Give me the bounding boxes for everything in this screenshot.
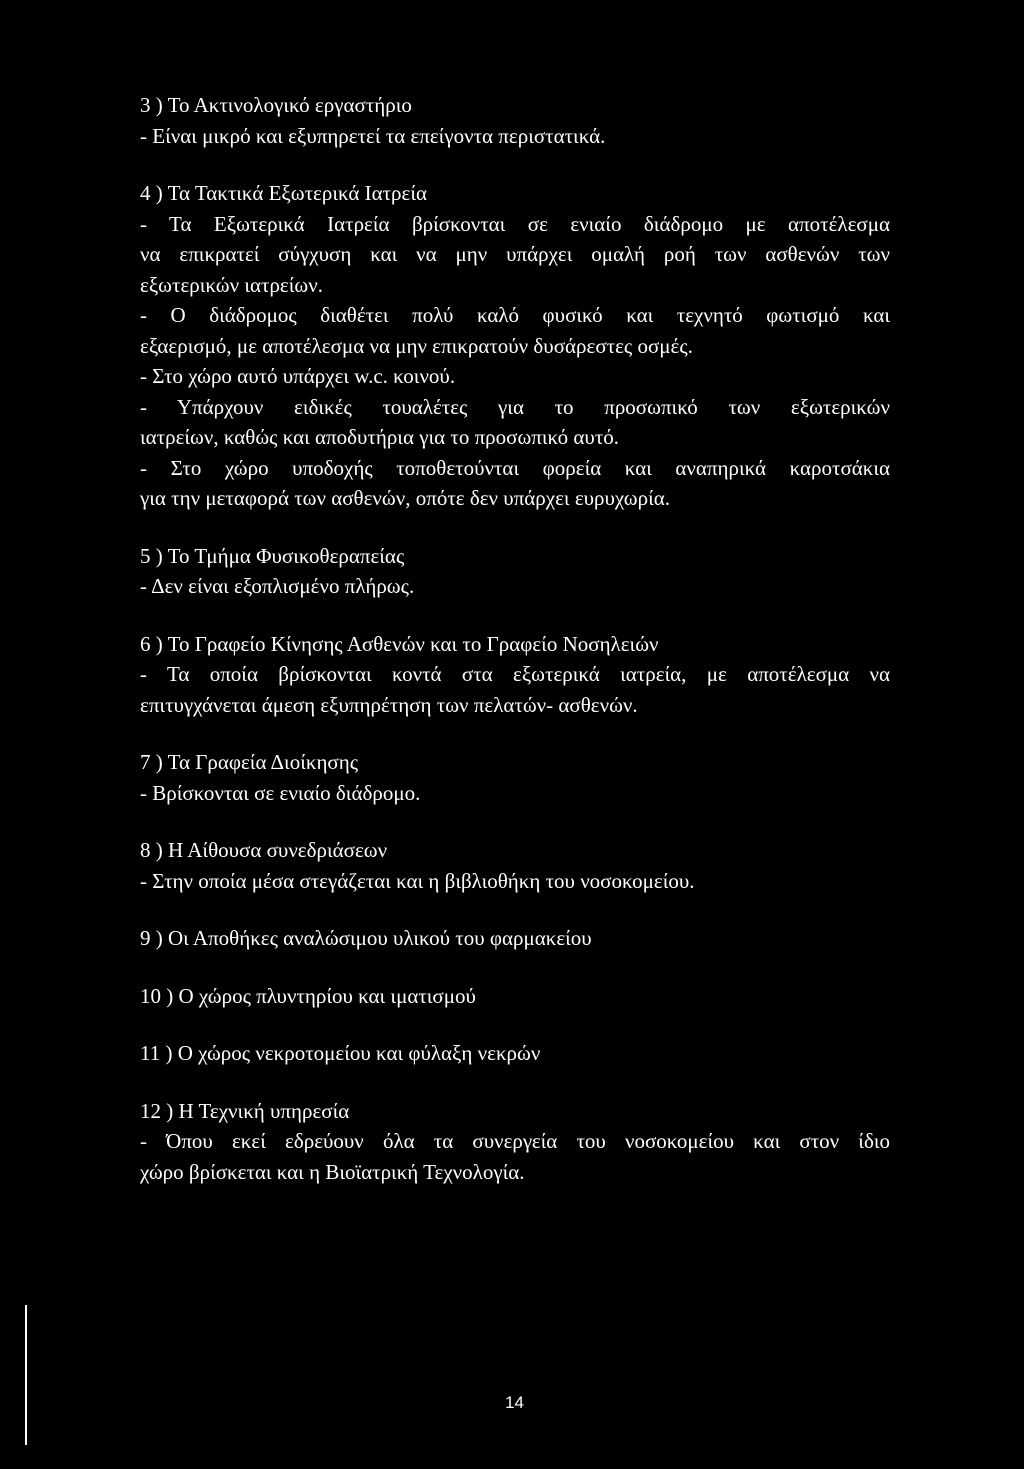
section-line: - Στο χώρο υποδοχής τοποθετούνται φορεία και αναπηρικά καροτσάκια <box>140 455 890 480</box>
section-line: - Βρίσκονται σε ενιαίο διάδρομο. <box>140 780 421 805</box>
section-pharmacy-storage <box>140 923 890 954</box>
section-heading: 10 ) Ο χώρος πλυντηρίου και ιματισμού <box>140 983 476 1008</box>
section-heading: 7 ) Τα Γραφεία Διοίκησης <box>140 750 359 774</box>
section-line: - Τα οποία βρίσκονται κοντά στα εξωτερικά ιατρεία, με αποτέλεσμα να <box>140 662 890 686</box>
margin-rule <box>25 1305 27 1445</box>
section-laundry <box>140 981 890 1012</box>
section-line: ιατρείων, καθώς και αποδυτήρια για το προσωπικό αυτό. <box>140 425 620 449</box>
section-heading: 11 ) Ο χώρος νεκροτομείου και φύλαξη νεκρών <box>140 1041 541 1065</box>
section-heading: 8 ) Η Αίθουσα συνεδριάσεων <box>140 838 388 862</box>
section-heading: 6 ) Το Γραφείο Κίνησης Ασθενών και το Γραφείο Νοσηλειών <box>140 631 659 656</box>
section-heading: 12 ) Η Τεχνική υπηρεσία <box>140 1098 350 1123</box>
section-heading: 4 ) Τα Τακτικά Εξωτερικά Ιατρεία <box>140 181 428 205</box>
section-morgue <box>140 1038 890 1069</box>
section-heading: 5 ) Το Τμήμα Φυσικοθεραπείας <box>140 543 405 568</box>
section-line: να επικρατεί σύγχυση και να μην υπάρχει ομαλή ροή των ασθενών των <box>140 242 890 266</box>
page-number: 14 <box>505 1393 524 1412</box>
section-heading: 3 ) Το Ακτινολογικό εργαστήριο <box>140 93 412 117</box>
section-line: επιτυγχάνεται άμεση εξυπηρέτηση των πελατών- ασθενών. <box>140 692 638 717</box>
section-line: - Υπάρχουν ειδικές τουαλέτες για το προσωπικό των εξωτερικών <box>140 394 890 419</box>
section-line: - Είναι μικρό και εξυπηρετεί τα επείγοντα περιστατικά. <box>140 123 606 148</box>
section-line: - Στο χώρο αυτό υπάρχει w.c. κοινού. <box>140 364 456 388</box>
document-body <box>140 90 890 1214</box>
section-line: εξαερισμό, με αποτέλεσμα να μην επικρατούν δυσάρεστες οσμές. <box>140 333 693 358</box>
section-line: για την μεταφορά των ασθενών, οπότε δεν υπάρχει ευρυχωρία. <box>140 486 670 510</box>
section-physiotherapy <box>140 541 890 602</box>
section-line: - Τα Εξωτερικά Ιατρεία βρίσκονται σε ενιαίο διάδρομο με αποτέλεσμα <box>140 211 890 236</box>
section-line: χώρο βρίσκεται και η Βιοϊατρική Τεχνολογία. <box>140 1159 525 1184</box>
section-administration-offices <box>140 747 890 808</box>
section-outpatient-clinics <box>140 178 890 514</box>
section-line: - Όπου εκεί εδρεύουν όλα τα συνεργεία του νοσοκομείου και στον ίδιο <box>140 1129 890 1153</box>
section-radiology-lab <box>140 90 890 151</box>
section-heading: 9 ) Οι Αποθήκες αναλώσιμου υλικού του φαρμακείου <box>140 926 592 950</box>
section-line: - Δεν είναι εξοπλισμένο πλήρως. <box>140 574 415 598</box>
section-line: - Ο διάδρομος διαθέτει πολύ καλό φυσικό και τεχνητό φωτισμό και <box>140 303 890 327</box>
section-meeting-room <box>140 835 890 896</box>
section-patient-movement-office <box>140 629 890 721</box>
section-technical-service <box>140 1096 890 1188</box>
section-line: - Στην οποία μέσα στεγάζεται και η βιβλιοθήκη του νοσοκομείου. <box>140 868 695 893</box>
section-line: εξωτερικών ιατρείων. <box>140 272 323 297</box>
